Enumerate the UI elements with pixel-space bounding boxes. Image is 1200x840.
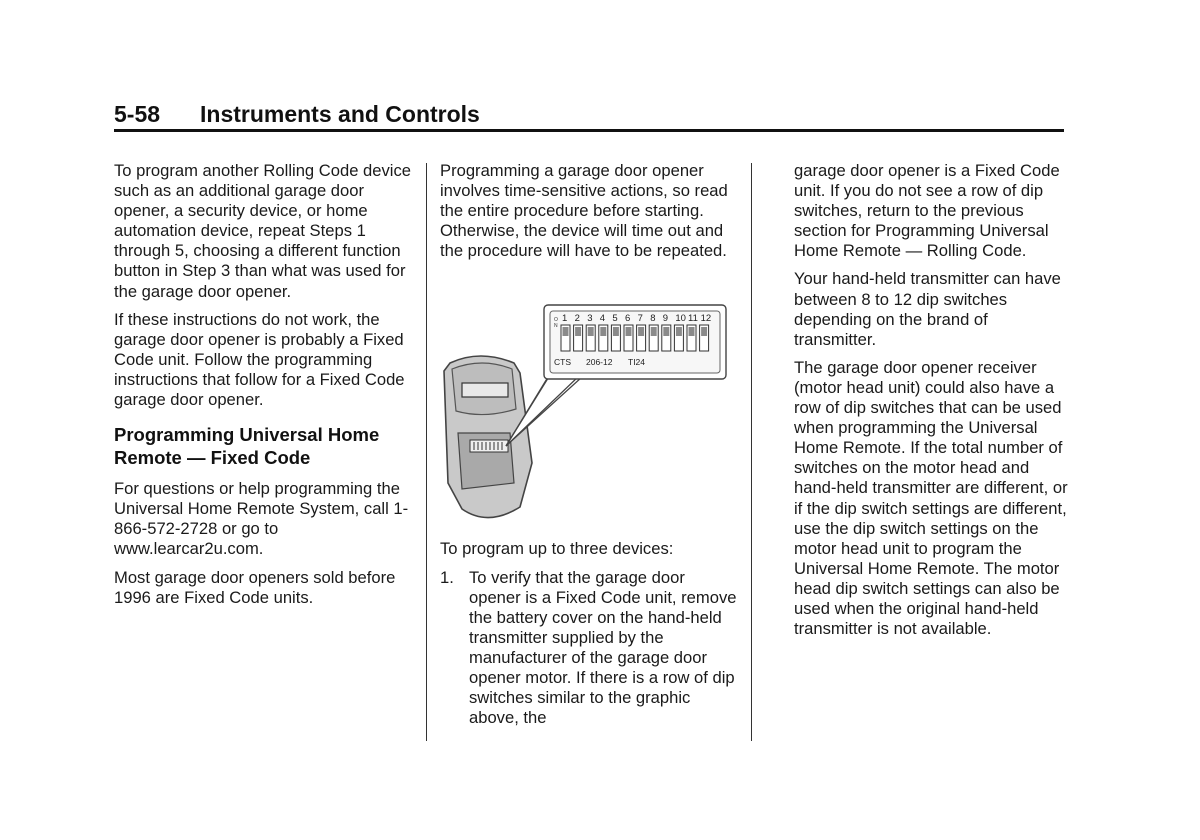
dip-switch-knob-4 bbox=[600, 327, 606, 336]
column-2 bbox=[440, 161, 740, 728]
column-1 bbox=[114, 161, 414, 616]
on-label: O bbox=[554, 317, 558, 324]
step-1 bbox=[440, 568, 740, 729]
switch-number-4: 4 bbox=[599, 313, 606, 325]
switch-number-1: 1 bbox=[562, 313, 568, 325]
switch-number-11: 11 bbox=[688, 313, 698, 325]
paragraph-rolling-code-other-device: To program another Rolling Code device such as an additional garage door opener, a security device, or home automation device, repeat Steps 1 through 5, choosing a different function button in Step 3 than what was used for the garage door opener. bbox=[114, 161, 412, 301]
transmitter-icon bbox=[444, 356, 532, 518]
switch-number-5: 5 bbox=[612, 313, 618, 325]
switch-number-3: 3 bbox=[587, 313, 593, 325]
dip-switch-knob-2 bbox=[575, 327, 581, 336]
svg-text:N: N bbox=[554, 323, 558, 330]
heading-fixed-code: Programming Universal Home Remote — Fixed Code bbox=[114, 424, 380, 468]
dip-switch-knob-1 bbox=[563, 327, 569, 336]
switch-number-7: 7 bbox=[637, 313, 643, 325]
dip-switch-knob-10 bbox=[676, 327, 682, 336]
switch-number-9: 9 bbox=[662, 313, 669, 325]
section-title: Instruments and Controls bbox=[200, 101, 480, 127]
label-model: 206-12 bbox=[586, 357, 613, 368]
dip-switch-knob-3 bbox=[588, 327, 594, 336]
dip-switch-knob-12 bbox=[701, 327, 707, 336]
step-1-marker: 1. bbox=[440, 567, 454, 587]
dip-switch-knob-11 bbox=[689, 327, 695, 336]
paragraph-help-contact: For questions or help programming the Universal Home Remote System, call 1-866-572-2728 or go to www.learcar2u.com. bbox=[114, 479, 409, 559]
paragraph-fixed-code-continued: garage door opener is a Fixed Code unit. If you do not see a row of dip switches, return to the previous section for Programming Universal Home Remote — Rolling Code. bbox=[794, 161, 1060, 261]
switch-number-12: 12 bbox=[700, 313, 712, 325]
page-header bbox=[114, 101, 1064, 131]
label-code: TI24 bbox=[628, 357, 646, 368]
column-divider-right bbox=[751, 163, 752, 741]
dip-switch-panel bbox=[544, 305, 726, 379]
paragraph-time-sensitive: Programming a garage door opener involves time-sensitive actions, so read the entire procedure before starting. Otherwise, the device will time out and the procedure will have to be repeated. bbox=[440, 161, 728, 261]
switch-number-8: 8 bbox=[650, 313, 656, 325]
dip-switch-knob-9 bbox=[663, 327, 669, 336]
dip-switch-knob-8 bbox=[651, 327, 657, 336]
page-number: 5-58 bbox=[114, 101, 161, 127]
paragraph-program-three: To program up to three devices: bbox=[440, 539, 674, 559]
dip-switch-knob-6 bbox=[626, 327, 632, 336]
paragraph-motor-head-switches: The garage door opener receiver (motor head unit) could also have a row of dip switches that can be used when programming the Universal Home Remote. If the total number of switches on the motor head and hand-held transmitter are different, or if the dip switch settings are different, use the dip switch settings on the motor head unit to program the Universal Home Remote. The motor head dip switch settings can also be used when the original hand-held transmitter is not available. bbox=[794, 357, 1068, 639]
switch-number-2: 2 bbox=[574, 313, 580, 325]
dip-switch-knob-5 bbox=[613, 327, 619, 336]
switch-number-10: 10 bbox=[675, 313, 686, 325]
column-divider-left bbox=[426, 163, 427, 741]
label-cts: CTS bbox=[554, 357, 571, 368]
step-1-text: To verify that the garage door opener is a Fixed Code unit, remove the battery cover on the hand-held transmitter supplied by the manufacturer of the garage door opener motor. If there is a row of dip switches similar to the graphic above, the bbox=[469, 567, 737, 728]
paragraph-dip-switch-count: Your hand-held transmitter can have between 8 to 12 dip switches depending on the brand of transmitter. bbox=[794, 269, 1061, 349]
switch-number-6: 6 bbox=[625, 313, 631, 325]
dip-switch-illustration bbox=[440, 283, 720, 523]
header-rule bbox=[114, 129, 1064, 132]
dip-switch-knob-7 bbox=[638, 327, 644, 336]
paragraph-pre-1996: Most garage door openers sold before 1996 are Fixed Code units. bbox=[114, 567, 396, 607]
column-3 bbox=[794, 161, 1069, 647]
paragraph-fixed-code-fallback: If these instructions do not work, the garage door opener is probably a Fixed Code unit. Follow the programming instructions that follow for a Fixed Code garage door opener. bbox=[114, 309, 405, 410]
